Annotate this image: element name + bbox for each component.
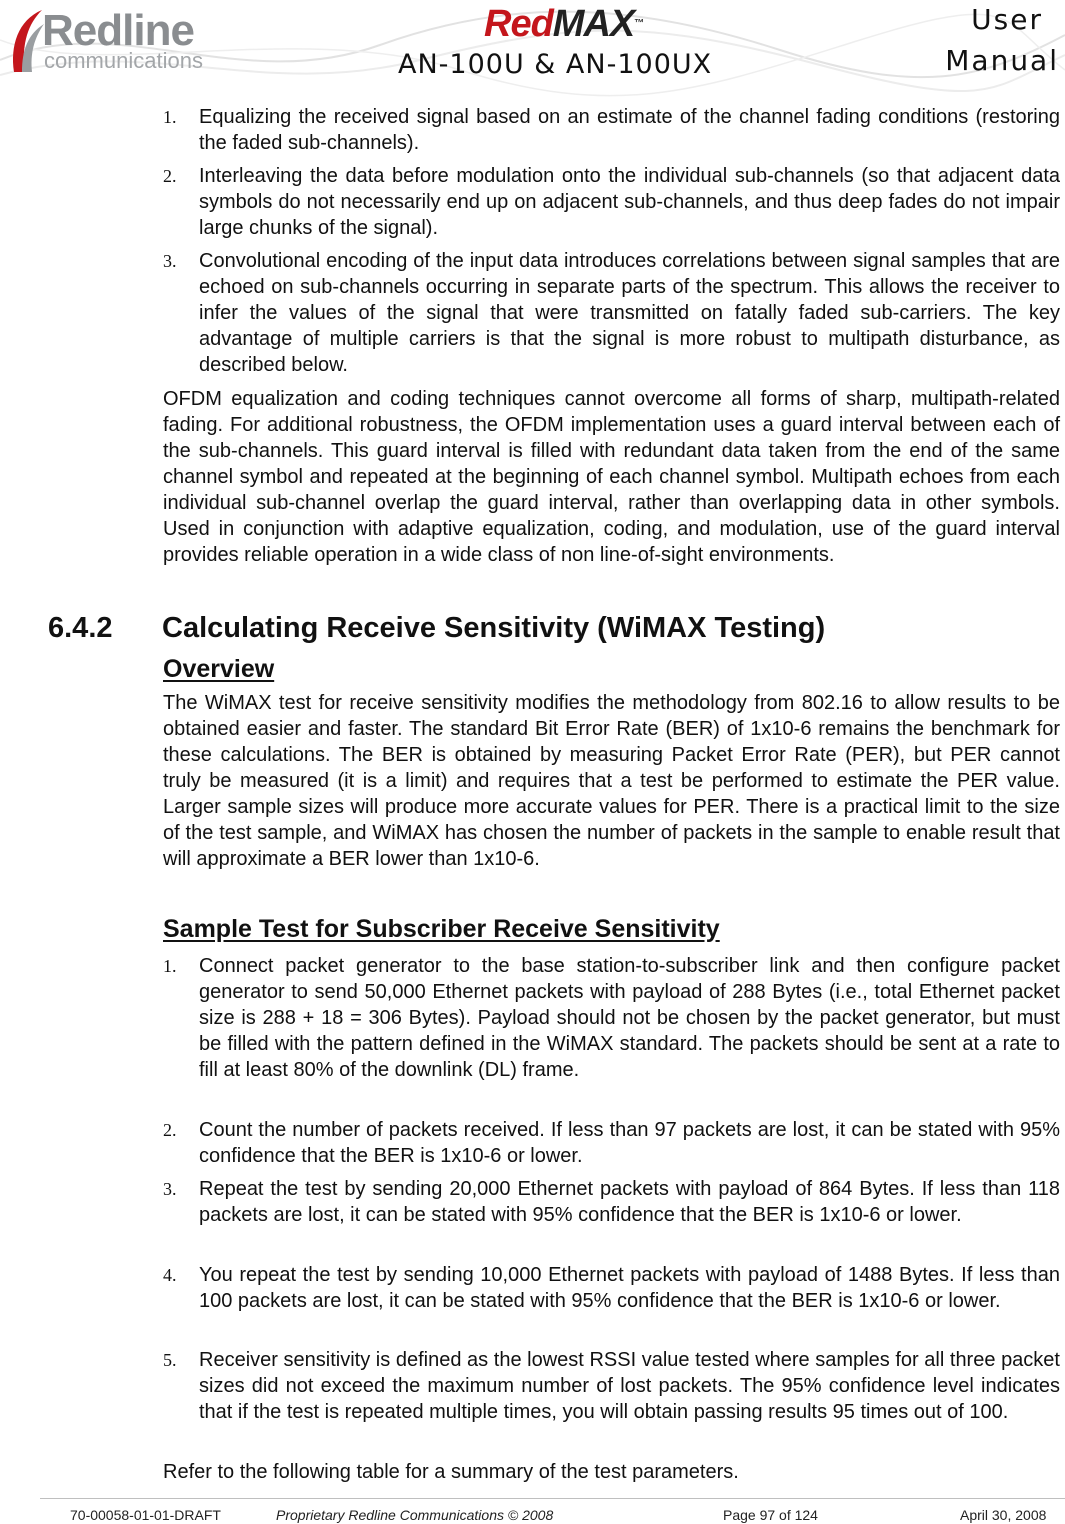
redmax-logo [484,4,643,44]
redline-logo-subtitle: communications [44,48,203,73]
list-number: 1. [163,956,177,976]
list-text: Repeat the test by sending 20,000 Ethernet packets with payload of 864 Bytes. If less than 118 packets are lost, it can be stated with 95% confidence that the BER is 1x10-6 or lower. [199,1178,1060,1226]
footer-doc-id: 70-00058-01-01-DRAFT [70,1507,221,1523]
list-number: 3. [163,251,177,271]
section-title: Calculating Receive Sensitivity (WiMAX Testing) [162,612,826,644]
page-header [0,0,1065,98]
list-number: 2. [163,166,177,186]
list-text: Convolutional encoding of the input data introduces correlations between signal samples that are echoed on sub-channels occurring in separate parts of the spectrum. This allows the receiver to infer the values of the signal that were transmitted on fatally faded sub-carriers. The key advantage of multiple carriers is that the signal is more robust to multipath disturbance, as described below. [199,250,1060,376]
redline-logo-word: Redline [42,6,194,55]
overview-heading: Overview [163,655,275,683]
redmax-logo-red: Red [484,3,553,45]
list-number: 5. [163,1350,177,1370]
section-heading [48,610,825,646]
list-number: 2. [163,1120,177,1140]
footer-proprietary: Proprietary Redline Communications © 2008 [276,1507,554,1523]
doc-type-user: User [971,3,1043,36]
footer-page-number: Page 97 of 124 [723,1507,818,1523]
footer-divider [40,1498,1065,1499]
list-number: 1. [163,107,177,127]
list-text: Receiver sensitivity is defined as the lowest RSSI value tested where samples for all three packet sizes did not exceed the maximum number of lost packets. The 95% confidence level indicates that if the test is repeated multiple times, you will obtain passing results 95 times out of 100. [199,1349,1060,1423]
ofdm-paragraph: OFDM equalization and coding techniques cannot overcome all forms of sharp, multipath-related fading. For additional robustness, the OFDM implementation uses a guard interval between each of the sub-channels. This guard interval is filled with redundant data taken from the end of the same channel symbol and repeated at the beginning of each channel symbol. Multipath echoes from each individual sub-channel overlap the guard interval, rather than overlapping data in other symbols. Used in conjunction with adaptive equalization, coding, and modulation, use of the guard interval provides reliable operation in a wide class of non line-of-sight environments. [163,388,1060,566]
overview-paragraph: The WiMAX test for receive sensitivity modifies the methodology from 802.16 to allow results to be obtained easier and faster. The standard Bit Error Rate (BER) of 1x10-6 remains the benchmark for these calculations. The BER is obtained by measuring Packet Error Rate (PER), but PER cannot truly be measured (it is a limit) and requires that a test be performed to estimate the PER value. Larger sample sizes will produce more accurate values for PER. There is a practical limit to the size of the test sample, and WiMAX has chosen the number of packets in the sample to enable result that will approximate a BER lower than 1x10-6. [163,692,1060,870]
list-number: 4. [163,1265,177,1285]
list-text: You repeat the test by sending 10,000 Ethernet packets with payload of 1488 Bytes. If less than 100 packets are lost, it can be stated with 95% confidence that the BER is 1x10-6 or lower. [199,1264,1060,1312]
trademark-symbol: ™ [634,18,644,29]
list-text: Count the number of packets received. If less than 97 packets are lost, it can be stated with 95% confidence that the BER is 1x10-6 or lower. [199,1119,1060,1167]
sample-test-heading: Sample Test for Subscriber Receive Sensitivity [163,915,720,943]
list-number: 3. [163,1179,177,1199]
redline-logo [8,6,208,76]
list-text: Connect packet generator to the base station-to-subscriber link and then configure packet generator to send 50,000 Ethernet packets with payload of 288 Bytes (i.e., total Ethernet packet size is 288 + 18 = 306 Bytes). Payload should not be chosen by the packet generator, but must be filled with the pattern defined in the WiMAX standard. The packets should be sent at a rate to fill at least 80% of the downlink (DL) frame. [199,955,1060,1081]
closing-paragraph: Refer to the following table for a summary of the test parameters. [163,1461,739,1483]
footer-date: April 30, 2008 [960,1507,1047,1523]
list-text: Equalizing the received signal based on an estimate of the channel fading conditions (restoring the faded sub-channels). [199,106,1060,154]
section-number: 6.4.2 [48,612,113,644]
product-model: AN-100U & AN-100UX [398,49,713,80]
redmax-logo-max: MAX [552,3,635,45]
doc-type-manual: Manual [945,44,1059,77]
list-text: Interleaving the data before modulation onto the individual sub-channels (so that adjacent data symbols do not necessarily end up on adjacent sub-channels, and thus deep fades do not impair large chunks of the signal). [199,165,1060,239]
